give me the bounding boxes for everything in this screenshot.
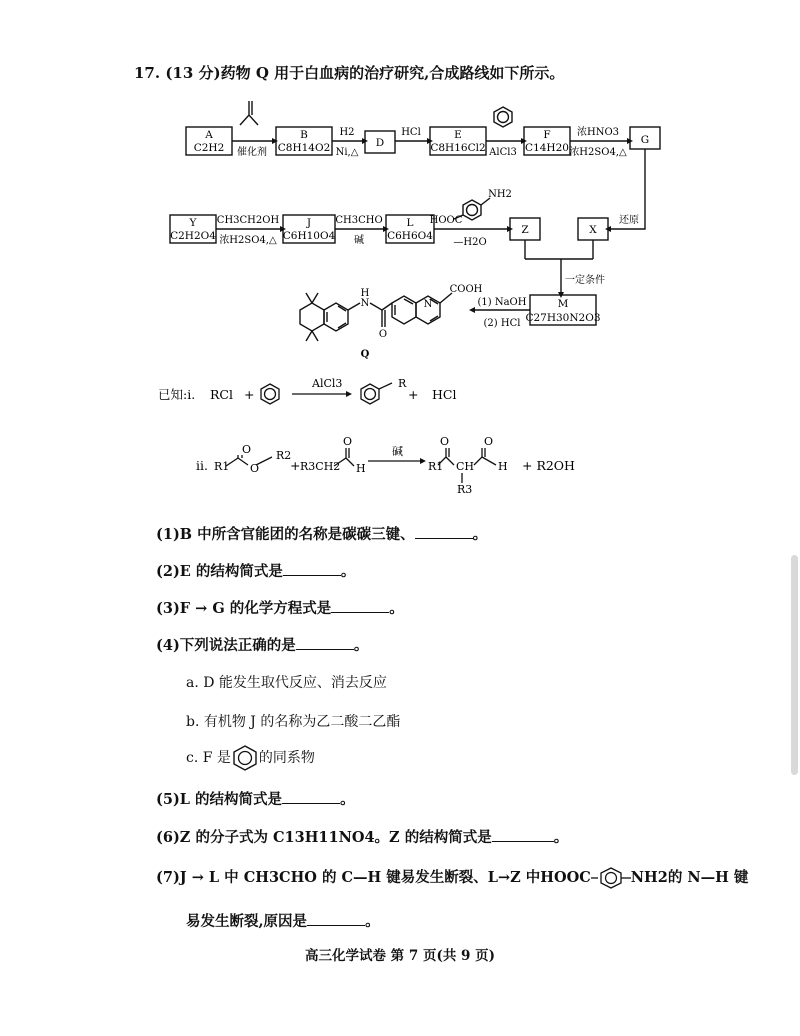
known-reactions — [0, 375, 800, 500]
q-n: N — [423, 299, 433, 310]
box-F-formula: C14H20 — [525, 142, 569, 154]
box-Z-letter: Z — [521, 224, 529, 236]
question-3: (3)F → G 的化学方程式是 。 — [156, 600, 404, 617]
known-ald-o: O — [343, 435, 353, 448]
box-Y-letter: Y — [189, 217, 197, 229]
known-label: 已知:i. — [158, 387, 196, 402]
arrow-lz-below: —H2O — [453, 237, 487, 248]
option-c: c. F 是 的同系物 — [186, 745, 315, 771]
box-A-letter: A — [205, 129, 213, 141]
box-F-letter: F — [543, 129, 551, 141]
q-nh: N — [360, 298, 370, 309]
box-L-letter: L — [406, 217, 414, 229]
box-B-formula: C8H14O2 — [277, 142, 331, 154]
q-h: H — [360, 288, 370, 299]
arrow-fg-above: 浓HNO3 — [576, 127, 620, 138]
known-p-o2: O — [484, 435, 494, 448]
question-4: (4)下列说法正确的是 。 — [156, 637, 369, 654]
arrow-yj-above: CH3CH2OH — [216, 215, 280, 226]
box-M-letter: M — [557, 298, 569, 310]
box-E-formula: C8H16Cl2 — [430, 142, 486, 154]
answer-blank-4[interactable] — [296, 637, 354, 650]
arrow-fg-below: 浓H2SO4,△ — [569, 147, 627, 158]
known-p-ch: CH — [456, 460, 475, 473]
page-footer: 高三化学试卷 第 7 页(共 9 页) — [304, 948, 496, 964]
box-M-formula: C27H30N2O3 — [525, 312, 601, 324]
option-b: b. 有机物 J 的名称为乙二酸二乙酯 — [186, 714, 401, 730]
known-r2-cat: 碱 — [392, 445, 403, 458]
known-plus: + — [244, 387, 255, 402]
answer-blank-2[interactable] — [283, 563, 341, 576]
benzene-ring-icon — [591, 866, 631, 890]
q-o: O — [378, 329, 388, 340]
box-A-formula: C2H2 — [193, 142, 225, 154]
arrow-lz-amine: NH2 — [488, 189, 512, 200]
arrow-jl-above: CH3CHO — [335, 215, 383, 226]
box-B-letter: B — [300, 129, 308, 141]
known-p-o1: O — [440, 435, 450, 448]
box-Y-formula: C2H2O4 — [170, 230, 216, 242]
arrow-ef-below: AlCl3 — [489, 147, 517, 158]
known-ald-h: H — [356, 462, 366, 475]
answer-blank-3[interactable] — [331, 600, 389, 613]
q-cooh: COOH — [449, 284, 483, 295]
question-title: 17. (13 分)药物 Q 用于白血病的治疗研究,合成路线如下所示。 — [134, 64, 565, 82]
question-7: (7)J → L 中 CH3CHO 的 C—H 键易发生断裂、L→Z 中HOOC NH2的 N—H 键 — [156, 866, 748, 890]
question-2: (2)E 的结构简式是 。 — [156, 563, 356, 580]
arrow-bd-above: H2 — [339, 127, 355, 138]
known-ester-o-top: O — [242, 443, 252, 456]
known-r1-cat: AlCl3 — [312, 377, 343, 390]
q-letter: Q — [360, 349, 370, 360]
known-p-r1: R1 — [428, 460, 444, 473]
known-r2oh: + R2OH — [522, 458, 575, 473]
question-1: (1)B 中所含官能团的名称是碳碳三键、 。 — [156, 526, 488, 543]
known-p-h: H — [498, 460, 508, 473]
arrow-gx-label: 还原 — [619, 215, 639, 226]
known-p-r3: R3 — [457, 483, 473, 496]
known-plus-3: + — [290, 458, 301, 473]
known-plus-2: + — [408, 387, 419, 402]
answer-blank-6[interactable] — [492, 829, 554, 842]
arrow-zxm-label: 一定条件 — [565, 275, 605, 286]
known-hcl: HCl — [432, 387, 457, 402]
box-G-letter: G — [640, 134, 650, 146]
known-rcl: RCl — [210, 387, 233, 402]
option-a: a. D 能发生取代反应、消去反应 — [186, 675, 387, 691]
arrow-lz-acid: HOOC — [429, 215, 463, 226]
known-r1-r: R — [398, 377, 407, 390]
known-ii: ii. — [196, 458, 208, 473]
arrow-yj-below: 浓H2SO4,△ — [219, 235, 277, 246]
question-7-cont: 易发生断裂,原因是 。 — [186, 913, 380, 930]
known-r2: R2 — [276, 449, 292, 462]
scrollbar[interactable] — [791, 555, 798, 775]
box-D-letter: D — [375, 137, 385, 149]
question-5: (5)L 的结构简式是 。 — [156, 791, 355, 808]
box-J-formula: C6H10O4 — [282, 230, 336, 242]
box-L-formula: C6H6O4 — [387, 230, 433, 242]
box-E-letter: E — [454, 129, 462, 141]
arrow-bd-below: Ni,△ — [335, 147, 359, 158]
arrow-ab-below: 催化剂 — [237, 147, 267, 158]
arrow-de-above: HCl — [401, 127, 421, 138]
arrow-mq-2: (2) HCl — [483, 318, 521, 329]
answer-blank-5[interactable] — [282, 791, 340, 804]
benzene-ring-icon — [231, 745, 259, 771]
arrow-mq-1: (1) NaOH — [477, 297, 527, 308]
known-r1: R1 — [214, 460, 230, 473]
answer-blank-7[interactable] — [307, 913, 365, 926]
known-r3ch2: R3CH2 — [300, 460, 341, 473]
question-6: (6)Z 的分子式为 C13H11NO4。Z 的结构简式是 。 — [156, 829, 569, 846]
answer-blank-1[interactable] — [415, 526, 473, 539]
known-ester-o: O — [250, 462, 260, 475]
arrow-jl-below: 碱 — [354, 235, 364, 246]
box-J-letter: J — [306, 217, 312, 229]
box-X-letter: X — [589, 224, 597, 236]
